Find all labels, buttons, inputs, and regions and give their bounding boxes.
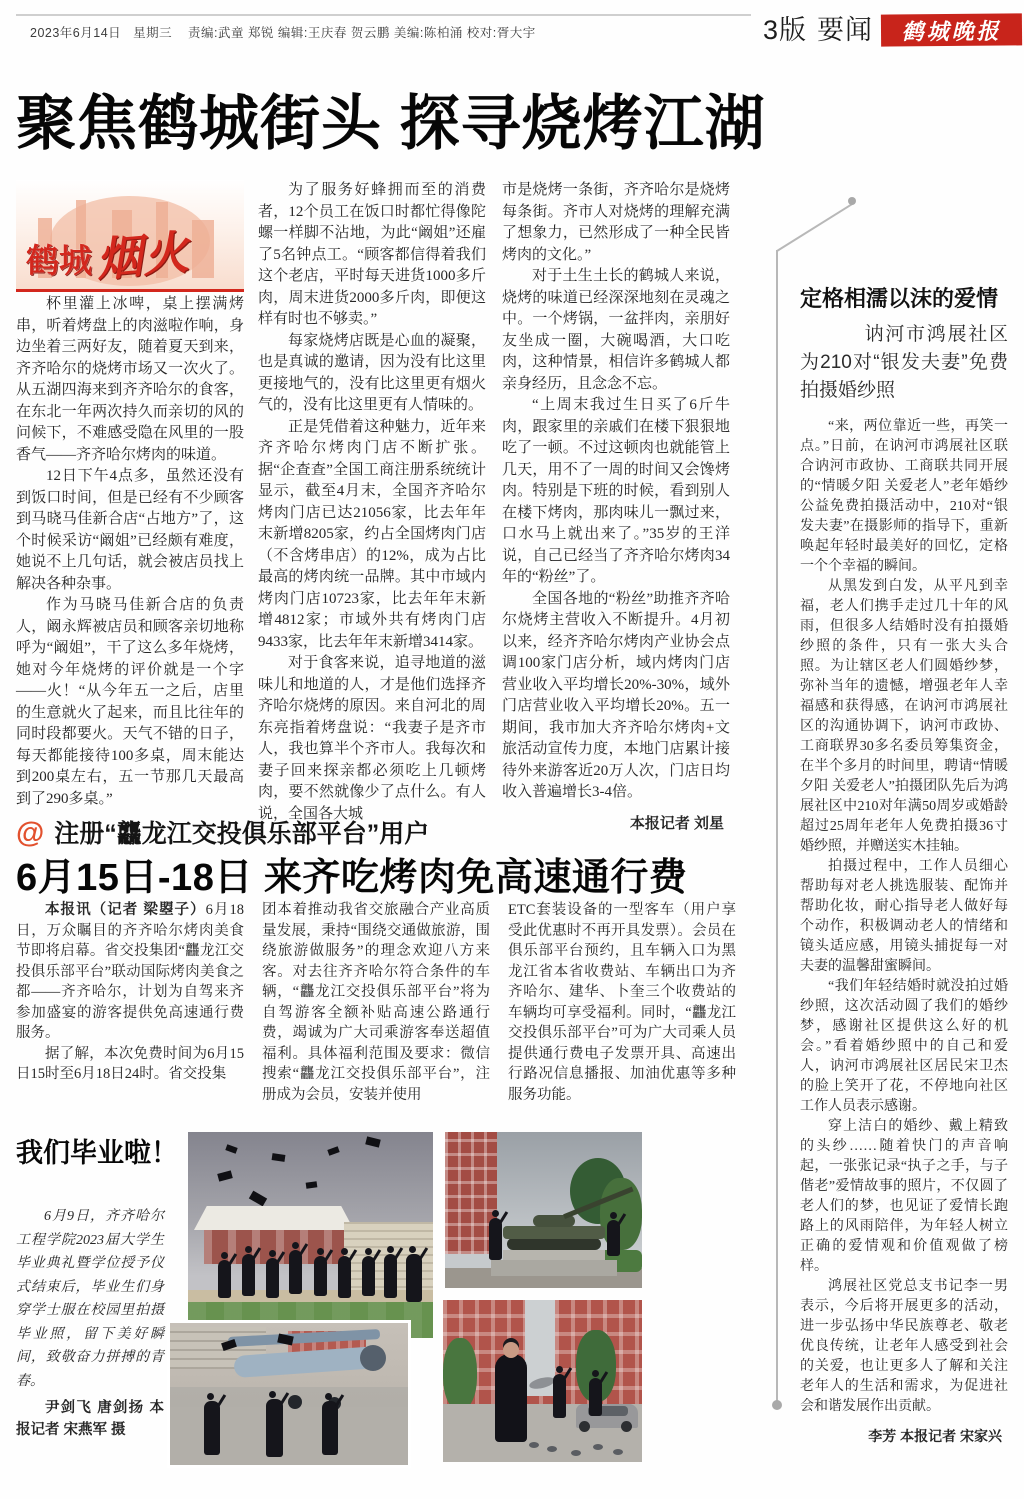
weekday: 星期三 [133, 26, 173, 40]
paragraph: 对于食客来说，追寻地道的滋味儿和地道的人，才是他们选择齐齐哈尔烧烤的原因。来自河北的周东亮指着烤盘说：“我妻子是齐市人，我也算半个齐市人。我每次和妻子回来探亲都必须吃上几顿烤肉，要不然就像少了点什么。有人说，全国各大城 [258, 655, 486, 822]
lead-story-byline: 本报记者 刘星 [629, 814, 724, 832]
wedding-subtitle: 讷河市鸿展社区为210对“银发夫妻”免费拍摄婚纱照 [800, 324, 1008, 401]
graduate-gown [495, 1354, 527, 1442]
graduate-figure [338, 1256, 351, 1298]
photo-graduates-jumping-airplane [167, 1320, 411, 1468]
logo-text [26, 220, 191, 286]
masthead-logo [881, 13, 1022, 46]
graduate-figure [362, 1256, 375, 1296]
plane-engine [360, 1345, 386, 1371]
section-label: 要闻 [817, 15, 874, 45]
paragraph: 对于土生土长的鹤城人来说，烧烤的味道已经深深地刻在灵魂之中。一个烤锅，一盆拌肉，亲朋好友坐成一圈，大碗喝酒，大口吃肉，这种情景，相信许多鹤城人都亲身经历，且念念不忘。 [502, 268, 730, 392]
highway-kicker-text: 注册“龘龙江交投俱乐部平台”用户 [54, 820, 430, 848]
logo-building [192, 220, 214, 278]
photo-credit: 尹剑飞 唐剑扬 本报记者 宋燕军 摄 [16, 1400, 164, 1438]
wedding-title: 定格相濡以沫的爱情 [800, 286, 999, 311]
pigeon [547, 1446, 557, 1452]
lead-story-column-1 [16, 294, 244, 818]
continued-paragraph: ETC套装设备的一型客车（用户享受此优惠时不再开具发票）。会员在俱乐部平台预约，且车辆入口为黑龙江省本省收费站、车辆出口为齐齐哈尔、建华、卜奎三个收费站的车辆均可享受福利。同时，“龘龙江交投俱乐部平台”可为广大司乘人员提供通行费电子发票开具、高速出行路况信息播报、加油优惠等多种服务功能。 [508, 902, 736, 1103]
logo-text-yanhuo: 烟火 [94, 226, 191, 286]
lead-text: 6月18日，万众瞩目的齐齐哈尔烤肉美食节即将启幕。省交投集团“龘龙江交投俱乐部平台”联动国际烤肉美食之都——齐齐哈尔，计划为自驾来齐参加盛宴的游客提供免高速通行费服务。 [16, 902, 245, 1041]
graduate-figure [289, 1250, 302, 1294]
wedding-byline: 李芳 本报记者 宋家兴 [868, 1428, 1002, 1444]
paragraph-list [16, 294, 244, 810]
masthead-title: 鹤城晚报 [901, 18, 1002, 44]
paragraph: “上周末我过生日买了6斤牛肉，跟家里的亲戚们在楼下狠狠地吃了一顿。不过这顿肉也就能管上几天，用不了一周的时间又会馋烤肉。特别是下班的时候，看到别人在楼下烤肉，那肉味儿一飘过来，口水马上就出来了。”35岁的王洋说，自己已经当了齐齐哈尔烤肉34年的“粉丝”了。 [502, 397, 730, 585]
pigeon [613, 1449, 623, 1455]
car-wheel [579, 1421, 590, 1432]
wedding-story [800, 282, 1008, 1446]
paragraph-list [16, 1044, 244, 1085]
wedding-body [800, 417, 1008, 1446]
graduate-figure [322, 1401, 338, 1455]
pigeon [571, 1450, 581, 1456]
graduate-figure [489, 1218, 502, 1260]
car-wheel [621, 1421, 632, 1432]
highway-column-2 [262, 900, 490, 1106]
date-staff-line [30, 23, 536, 41]
paragraph: 据了解，本次免费时间为6月15日15时至6月18日24时。省交投集 [16, 1045, 244, 1082]
pigeon [593, 1444, 603, 1450]
photo-graduates-caps-stadium [188, 1132, 433, 1338]
logo-underline [16, 289, 244, 292]
page-number: 3版 [763, 15, 808, 45]
lead-headline: 聚焦鹤城街头 探寻烧烤江湖 [16, 90, 766, 157]
divider-diagonal [776, 202, 853, 251]
dateline-bold: 本报讯（记者 梁曌子） [45, 902, 206, 918]
graduate-figure [406, 1254, 422, 1302]
photo-graduate-feeding-pigeons [443, 1300, 642, 1462]
graduate-figure [314, 1256, 327, 1296]
graduation-text: 6月9日，齐齐哈尔工程学院2023届大学生毕业典礼暨学位授予仪式结束后，毕业生们身穿学士服在校园里拍摄毕业照，留下美好瞬间，致敬奋力拼搏的青春。 [16, 1209, 164, 1389]
graduation-body [16, 1205, 164, 1441]
highway-kicker [16, 814, 429, 850]
graduate-figure [266, 1258, 279, 1298]
graduate-figure [204, 1401, 220, 1455]
lead-story-column-3 [502, 180, 730, 832]
plane-wheel [288, 1395, 302, 1409]
continued-paragraph: 团本着推动我省交旅融合产业高质量发展，秉持“围绕交通做旅游，围绕旅游做服务”的理念欢迎八方来客。对去往齐齐哈尔符合条件的车辆，“龘龙江交投俱乐部平台”将为自驾游客全额补贴高速公路通行费，竭诚为广大司乘游客奉送超值福利。具体福利范围及要求：微信搜索“龘龙江交投俱乐部平台”，注册成为会员，安装并使用 [262, 902, 490, 1103]
tank-tracks [507, 1238, 601, 1250]
graduation-title: 我们毕业啦！ [16, 1138, 178, 1168]
paragraph: “我们年轻结婚时就没拍过婚纱照，这次活动圆了我们的婚纱梦，感谢社区提供这么好的机会。”看着婚纱照中的自己和爱人，讷河市鸿展社区居民宋卫杰的脸上笑开了花，不停地向社区工作人员表示感谢。 [800, 979, 1008, 1114]
paragraph: 为了服务好蜂拥而至的消费者，12个员工在饭口时都忙得像陀螺一样脚不沾地，为此“阚姐”还雇了5名钟点工。“顾客都信得着我们这个老店，平时每天进货1000多斤肉，周末进货2000多斤肉，即便这样有时也不够卖。” [258, 182, 486, 327]
staff-credits: 责编:武童 郑锐 编辑:王庆春 贺云鹏 美编:陈柏涌 校对:胥大宇 [188, 26, 536, 40]
pigeon [529, 1442, 539, 1448]
highway-column-1 [16, 900, 244, 1106]
graduate-figure [218, 1260, 231, 1298]
tank-hull [503, 1226, 605, 1239]
paragraph: 每家烧烤店既是心血的凝聚，也是真诚的邀请，因为没有比这里更接地气的，没有比这里更有烟火气的，没有比这里更有人情味的。 [258, 332, 486, 413]
graduate-figure [266, 1399, 283, 1457]
paragraph: 鸿展社区党总支书记李一男表示，今后将开展更多的活动，进一步弘扬中华民族尊老、敬老优良传统，让老年人感受到社会的关爱，也让更多人了解和关注老年人的生活和需求，为促进社会和谐发展作出贡献。 [800, 1279, 1008, 1414]
graduate-figure [384, 1254, 397, 1298]
tank-pedestal [491, 1260, 617, 1276]
paragraph: 杯里灌上冰啤，桌上摆满烤串，听着烤盘上的肉滋啦作响，身边坐着三两好友，随着夏天到来，齐齐哈尔的烧烤市场又一次火了。从五湖四海来到齐齐哈尔的食客，在东北一年两次持久而亲切的风的问候下，不难感受隐在风里的一股香气——齐齐哈尔烤肉的味道。 [16, 296, 244, 463]
page-info [763, 8, 883, 47]
paragraph: 作为马晓马佳新合店的负责人，阚永辉被店员和顾客亲切地称呼为“阚姐”，干了这么多年烧烤，她对今年烧烤的评价就是一个字——火！“从今年五一之后，店里的生意就火了起来，而且比往年的同时段都要火。天气不错的日子，每天都能接待100多桌，周末能达到200桌左右，五一节那几天最高到了290多桌。” [16, 597, 244, 807]
graduate-figure [242, 1254, 255, 1296]
graduate-figure [607, 1220, 620, 1256]
tree [443, 1338, 477, 1410]
paragraph: 从黑发到白发，从平凡到幸福，老人们携手走过几十年的风雨，但很多人结婚时没有拍摄婚纱照的条件，只有一张大头合照。为让辖区老人们圆婚纱梦，弥补当年的遗憾，增强老年人幸福感和获得感，在讷河市鸿展社区的沟通协调下，讷河市政协、工商联界30多名委员筹集资金，在半个多月的时间里，聘请“情暖夕阳 关爱老人”拍摄团队先后为鸿展社区中210对年满50周岁或婚龄超过25周年老年人免费拍摄36寸婚纱照，并赠送实木挂轴。 [800, 579, 1008, 854]
paragraph: 全国各地的“粉丝”助推齐齐哈尔烧烤主营收入不断提升。4月初以来，经齐齐哈尔烤肉产业协会点调100家门店分析，域内烤肉门店营业收入平均增长20%-30%，域外门店营业收入平均增长20%。五一期间，我市加大齐齐哈尔烤肉+文旅活动宣传力度，本地门店累计接待外来游客近20万人次，门店日均收入普遍增长3-4倍。 [502, 590, 730, 800]
paragraph-list [258, 180, 486, 825]
at-icon: @ [16, 817, 45, 849]
continued-paragraph: 市是烧烤一条街，齐齐哈尔是烧烤每条街。齐市人对烧烤的理解充满了想象力，已然形成了一种全民皆烤肉的文化。” [502, 182, 730, 263]
divider-dot-top [848, 197, 856, 205]
highway-column-3 [508, 900, 736, 1106]
header-rule [16, 14, 751, 16]
lead-story-column-2 [258, 180, 486, 822]
grandstand-roof [194, 1206, 354, 1230]
tank-pedestal-upper [503, 1250, 605, 1260]
column-logo [16, 180, 244, 292]
divider-dot-bottom [772, 1400, 782, 1410]
paragraph: 穿上洁白的婚纱、戴上精致的头纱……随着快门的声音响起，一张张记录“执子之手，与子偕老”爱情故事的照片，不仅圆了老人们的梦，也见证了爱情长跑路上的风雨陪伴，为年轻人树立正确的爱情观和价值观做了榜样。 [800, 1119, 1008, 1274]
paragraph-list [502, 266, 730, 804]
divider-vertical [776, 250, 778, 1405]
paragraph: 12日下午4点多，虽然还没有到饭口时间，但是已经有不少顾客到马晓马佳新合店“占地方”了，这个时候采访“阚姐”已经颇有难度，她说不上几句话，就会被店员找上解决各种杂事。 [16, 468, 244, 592]
graduate-figure [553, 1374, 566, 1418]
paragraph: 正是凭借着这种魅力，近年来齐齐哈尔烤肉门店不断扩张。据“企查查”全国工商注册系统统计显示，截至4月末，全国齐齐哈尔烤肉门店已达21056家，比去年年末新增8205家，约占全国烤肉门店（不含烤串店）的12%，成为占比最高的烤肉统一品牌。其中市域内烤肉门店10723家，比去年年末新增4812家；市域外共有烤肉门店9433家，比去年年末新增3414家。 [258, 418, 486, 650]
paragraph-list [800, 417, 1008, 1417]
graduate-figure [589, 1378, 602, 1416]
paragraph: 拍摄过程中，工作人员细心帮助每对老人挑选服装、配饰并帮助化妆，耐心指导老人做好每个动作，积极调动老人的情绪和镜头适应感，用镜头捕捉每一对夫妻的温馨甜蜜瞬间。 [800, 859, 1008, 974]
date: 2023年6月14日 [30, 26, 122, 40]
logo-text-hecheng: 鹤城 [26, 242, 92, 279]
photo-graduates-on-tank [445, 1132, 642, 1288]
paragraph: “来，两位靠近一些，再笑一点。”日前，在讷河市鸿展社区联合讷河市政协、工商联共同开展的“情暖夕阳 关爱老人”老年婚纱公益免费拍摄活动中，210对“银发夫妻”在摄影师的指导下，重新唤起年轻时最美好的回忆，定格一个个幸福的瞬间。 [800, 419, 1008, 574]
graduate-head [503, 1342, 519, 1358]
highway-headline: 6月15日-18日 来齐吃烤肉免高速通行费 [16, 857, 688, 899]
